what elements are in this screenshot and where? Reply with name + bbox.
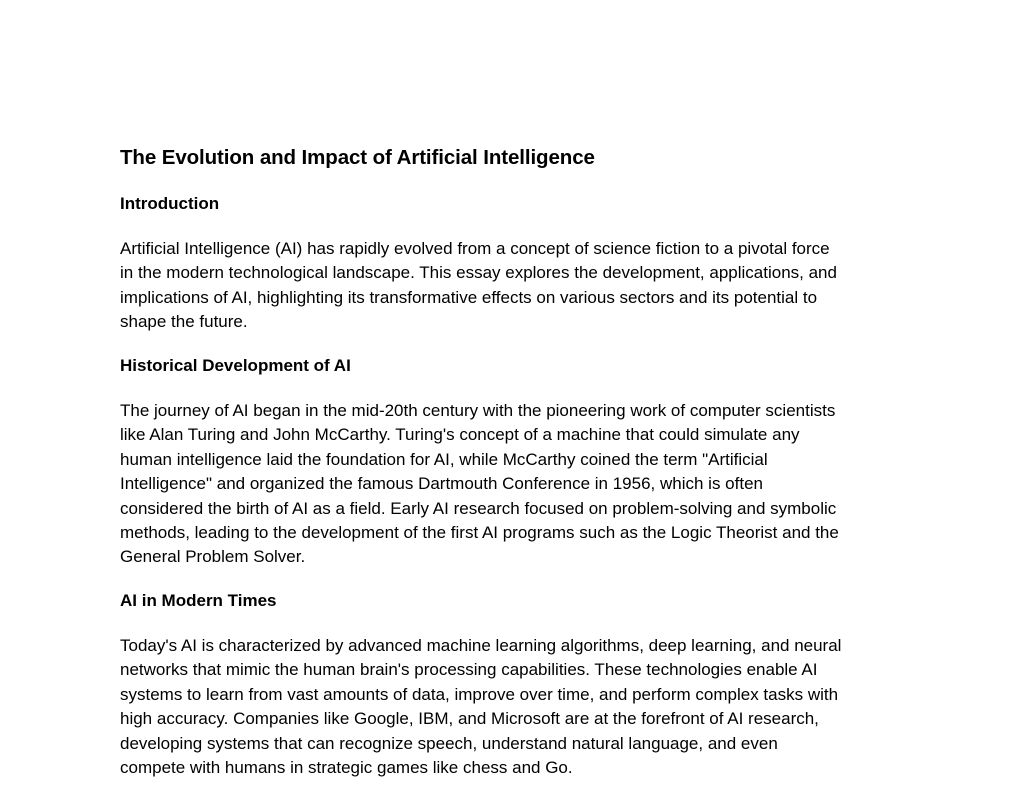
paragraph-modern-times	[120, 634, 841, 780]
paragraph-line: considered the birth of AI as a field. Early AI research focused on problem-solving and symbolic	[120, 498, 837, 518]
section-heading-introduction: Introduction	[120, 194, 220, 213]
paragraph-line: human intelligence laid the foundation for AI, while McCarthy coined the term "Artificial	[120, 449, 768, 469]
paragraph-line: Artificial Intelligence (AI) has rapidly evolved from a concept of science fiction to a pivotal force	[120, 239, 830, 258]
section-heading-modern-times: AI in Modern Times	[120, 591, 277, 610]
paragraph-line: implications of AI, highlighting its transformative effects on various sectors and its potential to	[120, 287, 818, 307]
paragraph-line: developing systems that can recognize speech, understand natural language, and even	[120, 733, 778, 753]
paragraph-line: systems to learn from vast amounts of data, improve over time, and perform complex tasks with	[120, 684, 839, 704]
paragraph-line: Today's AI is characterized by advanced machine learning algorithms, deep learning, and neural	[120, 636, 842, 655]
paragraph-line: like Alan Turing and John McCarthy. Turing's concept of a machine that could simulate any	[120, 425, 800, 445]
paragraph-introduction	[120, 237, 837, 335]
paragraph-line: methods, leading to the development of the first AI programs such as the Logic Theorist and the	[120, 523, 839, 543]
paragraph-line: General Problem Solver.	[120, 547, 306, 567]
paragraph-line: in the modern technological landscape. This essay explores the development, applications, and	[120, 263, 837, 283]
paragraph-line: networks that mimic the human brain's processing capabilities. These technologies enable AI	[120, 660, 818, 680]
paragraph-line: Intelligence" and organized the famous Dartmouth Conference in 1956, which is often	[120, 474, 763, 494]
paragraph-line: shape the future.	[120, 312, 248, 332]
paragraph-historical-development	[120, 399, 839, 570]
section-heading-historical-development: Historical Development of AI	[120, 356, 351, 375]
paragraph-line: The journey of AI began in the mid-20th century with the pioneering work of computer scientists	[120, 401, 836, 420]
paragraph-line: high accuracy. Companies like Google, IBM, and Microsoft are at the forefront of AI research,	[120, 709, 819, 729]
paragraph-line: compete with humans in strategic games like chess and Go.	[120, 758, 573, 778]
document-title: The Evolution and Impact of Artificial Intelligence	[120, 146, 595, 169]
